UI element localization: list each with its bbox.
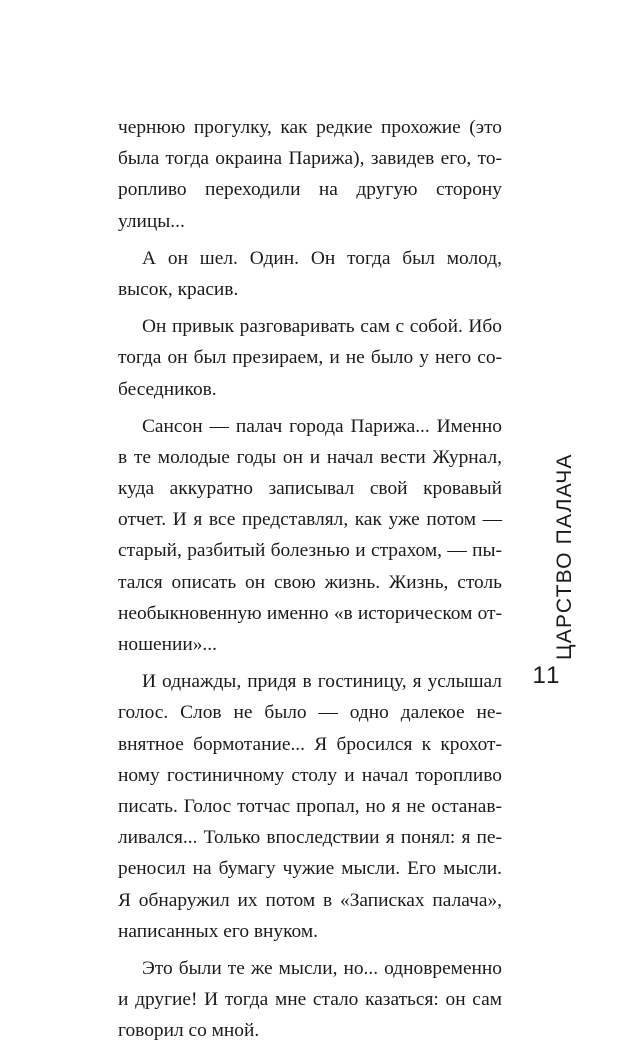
text-line: И однажды, придя в гостиницу, я услышал <box>142 671 502 693</box>
text-line: Я обнаружил их потом в «Записках палача», <box>118 889 502 911</box>
text-line: голос. Слов не было — одно далекое не- <box>118 702 502 724</box>
text-line: ному гостиничному столу и начал торопливо <box>118 764 502 786</box>
text-line: реносил на бумагу чужие мысли. Его мысли. <box>118 858 502 880</box>
text-line: писать. Голос тотчас пропал, но я не останав- <box>118 795 502 817</box>
text-line: ропливо переходили на другую сторону <box>118 179 502 201</box>
text-line: Он привык разговаривать сам с собой. Ибо <box>142 316 502 338</box>
text-line: чернюю прогулку, как редкие прохожие (это <box>118 117 502 138</box>
page-number: 11 <box>532 662 562 689</box>
text-line: была тогда окраина Парижа), завидев его, то- <box>118 148 502 170</box>
text-line: А он шел. Один. Он тогда был молод, <box>142 247 502 269</box>
paragraph <box>118 953 502 1046</box>
text-line: говорил со мной. <box>118 1020 260 1042</box>
text-line: Сансон — палач города Парижа... Именно <box>142 415 502 437</box>
text-line: и другие! И тогда мне стало казаться: он сам <box>118 989 502 1011</box>
text-line: отчет. И я все представлял, как уже потом — <box>118 509 502 531</box>
text-line: куда аккуратно записывал свой кровавый <box>118 478 502 500</box>
paragraph <box>118 311 502 405</box>
text-line: тогда он был презираем, и не было у него со- <box>118 347 502 369</box>
paragraph <box>118 411 502 661</box>
text-line: ношении»... <box>118 634 217 655</box>
text-line: Это были те же мысли, но... одновременно <box>142 957 502 979</box>
running-head: ЦАРСТВО ПАЛАЧА <box>553 453 576 660</box>
paragraph <box>118 666 502 947</box>
paragraph <box>118 112 502 237</box>
text-line: внятное бормотание... Я бросился к крохот- <box>118 733 502 755</box>
text-line: тался описать он свою жизнь. Жизнь, столь <box>118 571 502 593</box>
text-line: необыкновенную именно «в историческом от- <box>118 602 502 624</box>
text-line: беседников. <box>118 378 217 400</box>
body-text <box>118 112 502 1046</box>
text-line: ливался... Только впоследствии я понял: я пе- <box>118 827 502 849</box>
text-line: улицы... <box>118 210 185 232</box>
text-line: старый, разбитый болезнью и страхом, — пы- <box>118 540 502 562</box>
text-line: в те молодые годы он и начал вести Журнал, <box>118 446 502 468</box>
text-line: высок, красив. <box>118 278 239 300</box>
paragraph <box>118 243 502 305</box>
text-line: написанных его внуком. <box>118 920 318 942</box>
